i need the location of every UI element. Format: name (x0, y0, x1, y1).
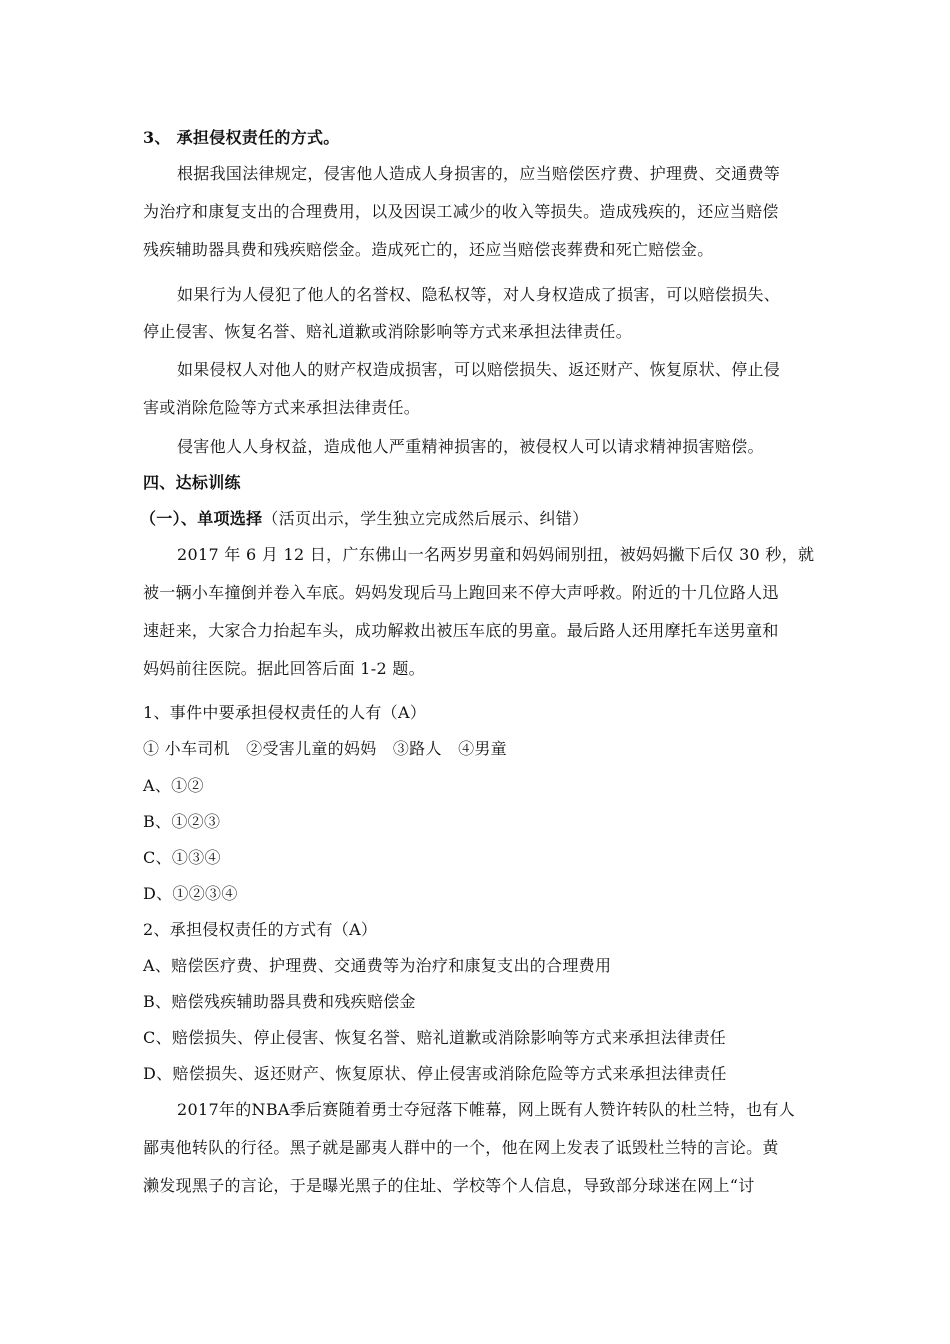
sub-heading-note: （活页出示，学生独立完成然后展示、纠错） (262, 509, 589, 528)
sub-heading (140, 509, 820, 529)
question-1-option-a: A、①② (143, 776, 204, 795)
case-paragraph-line: 濑发现黑子的言论，于是曝光黑子的住址、学校等个人信息，导致部分球迷在网上“讨 (143, 1176, 755, 1195)
case-paragraph-line: 被一辆小车撞倒并卷入车底。妈妈发现后马上跑回来不停大声呼救。附近的十几位路人迅 (143, 583, 779, 602)
case-paragraph-line: 2017 年 6 月 12 日，广东佛山一名两岁男童和妈妈闹别扭，被妈妈撇下后仅 30 秒，就 (177, 545, 815, 564)
question-2-option-a: A、赔偿医疗费、护理费、交通费等为治疗和康复支出的合理费用 (143, 956, 612, 975)
question-1-option-b: B、①②③ (143, 812, 221, 831)
section-3-heading: 3、 承担侵权责任的方式。 (143, 128, 340, 147)
case-paragraph-line: 2017年的NBA季后赛随着勇士夺冠落下帷幕，网上既有人赞许转队的杜兰特，也有人 (177, 1100, 796, 1119)
paragraph-line: 害或消除危险等方式来承担法律责任。 (143, 398, 421, 417)
question-2-option-c: C、赔偿损失、停止侵害、恢复名誉、赔礼道歉或消除影响等方式来承担法律责任 (143, 1028, 727, 1047)
question-1-stem: 1、事件中要承担侵权责任的人有（A） (143, 703, 427, 722)
question-2-stem: 2、承担侵权责任的方式有（A） (143, 920, 378, 939)
question-2-option-d: D、赔偿损失、返还财产、恢复原状、停止侵害或消除危险等方式来承担法律责任 (143, 1064, 727, 1083)
paragraph-line: 如果侵权人对他人的财产权造成损害，可以赔偿损失、返还财产、恢复原状、停止侵 (177, 360, 781, 379)
case-paragraph-line: 鄙夷他转队的行径。黑子就是鄙夷人群中的一个，他在网上发表了诋毁杜兰特的言论。黄 (143, 1138, 779, 1157)
case-paragraph-line: 妈妈前往医院。据此回答后面 1-2 题。 (143, 659, 425, 678)
paragraph-line: 如果行为人侵犯了他人的名誉权、隐私权等，对人身权造成了损害，可以赔偿损失、 (177, 285, 781, 304)
paragraph-line: 为治疗和康复支出的合理费用，以及因误工减少的收入等损失。造成残疾的，还应当赔偿 (143, 202, 779, 221)
case-paragraph-line: 速赶来，大家合力抬起车头，成功解救出被压车底的男童。最后路人还用摩托车送男童和 (143, 621, 779, 640)
paragraph-line: 残疾辅助器具费和残疾赔偿金。造成死亡的，还应当赔偿丧葬费和死亡赔偿金。 (143, 240, 714, 259)
sub-heading-label: （一）、单项选择 (140, 509, 263, 528)
paragraph-line: 侵害他人人身权益，造成他人严重精神损害的，被侵权人可以请求精神损害赔偿。 (177, 437, 764, 456)
question-1-option-d: D、①②③④ (143, 884, 238, 903)
section-4-heading: 四、达标训练 (143, 473, 241, 492)
question-1-option-c: C、①③④ (143, 848, 221, 867)
question-2-option-b: B、赔偿残疾辅助器具费和残疾赔偿金 (143, 992, 416, 1011)
paragraph-line: 停止侵害、恢复名誉、赔礼道歉或消除影响等方式来承担法律责任。 (143, 322, 633, 341)
paragraph-line: 根据我国法律规定，侵害他人造成人身损害的，应当赔偿医疗费、护理费、交通费等 (177, 164, 781, 183)
question-1-items: ① 小车司机 ②受害儿童的妈妈 ③路人 ④男童 (143, 739, 507, 758)
